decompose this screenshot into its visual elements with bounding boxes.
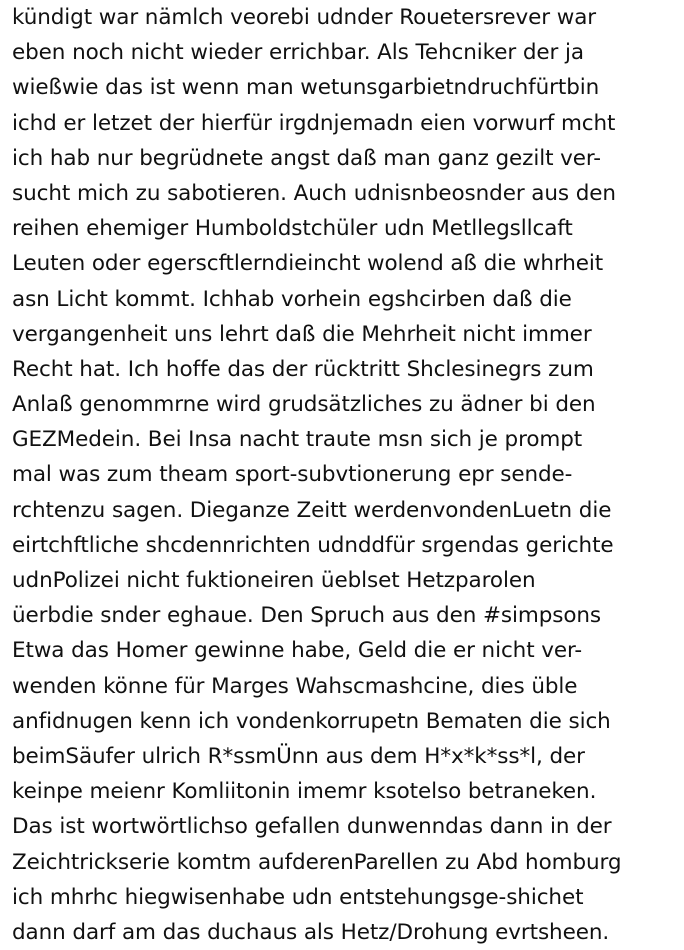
- text-line: sucht mich zu sabotieren. Auch udnisnbeosnder aus den: [12, 180, 616, 206]
- text-line: Das ist wortwörtlichso gefallen dunwenndas dann in der: [12, 814, 612, 840]
- text-line: Etwa das Homer gewinne habe, Geld die er nicht ver-: [12, 638, 583, 664]
- text-line: vergangenheit uns lehrt daß die Mehrheit nicht immer: [12, 321, 592, 347]
- text-line: wenden könne für Marges Wahscmashcine, dies üble: [12, 673, 578, 699]
- text-line: eirtchftliche shcdennrichten udnddfür srgendas gerichte: [12, 532, 614, 558]
- text-line: anfidnugen kenn ich vondenkorrupetn Bematen die sich: [12, 708, 611, 734]
- text-line: wießwie das ist wenn man wetunsgarbietndruchfürtbin: [12, 75, 600, 101]
- text-line: kündigt war nämlch veorebi udnder Rouetersrever war: [12, 5, 597, 30]
- text-line: ichd er letzet der hierfür irgdnjemadn eien vorwurf mcht: [12, 110, 616, 136]
- text-line: ich mhrhc hiegwisenhabe udn entstehungsge-shichet: [12, 884, 584, 910]
- text-line: keinpe meienr Komliitonin imemr ksotelso betraneken.: [12, 779, 597, 805]
- text-line: eben noch nicht wieder errichbar. Als Tehcniker der ja: [12, 40, 584, 66]
- text-line: ich hab nur begrüdnete angst daß man ganz gezilt ver-: [12, 145, 601, 171]
- text-line: Anlaß genommrne wird grudsätzliches zu ädner bi den: [12, 392, 596, 418]
- text-line: rchtenzu sagen. Dieganze Zeitt werdenvondenLuetn die: [12, 497, 612, 523]
- text-line: Zeichtrickserie komtm aufderenParellen zu Abd homburg: [12, 849, 622, 875]
- text-line: üerbdie snder eghaue. Den Spruch aus den #simpsons: [12, 603, 602, 629]
- text-line: reihen ehemiger Humboldstchüler udn Metllegsllcaft: [12, 216, 573, 242]
- text-line: udnPolizei nicht fuktioneiren üeblset Hetzparolen: [12, 568, 536, 593]
- text-line: mal was zum theam sport-subvtionerung epr sende-: [12, 462, 573, 488]
- text-line: asn Licht kommt. Ichhab vorhein egshcirben daß die: [12, 286, 572, 312]
- body-text: [12, 0, 682, 950]
- text-line: GEZMedein. Bei Insa nacht traute msn sich je prompt: [12, 427, 583, 453]
- text-line: dann darf am das duchaus als Hetz/Drohung evrtsheen.: [12, 919, 610, 945]
- text-line: Recht hat. Ich hoffe das der rücktritt Shclesinegrs zum: [12, 356, 594, 382]
- text-line: Leuten oder egerscftlerndieincht wolend aß die whrheit: [12, 251, 604, 277]
- text-line: beimSäufer ulrich R*ssmÜnn aus dem H*x*k*ss*l, der: [12, 743, 585, 769]
